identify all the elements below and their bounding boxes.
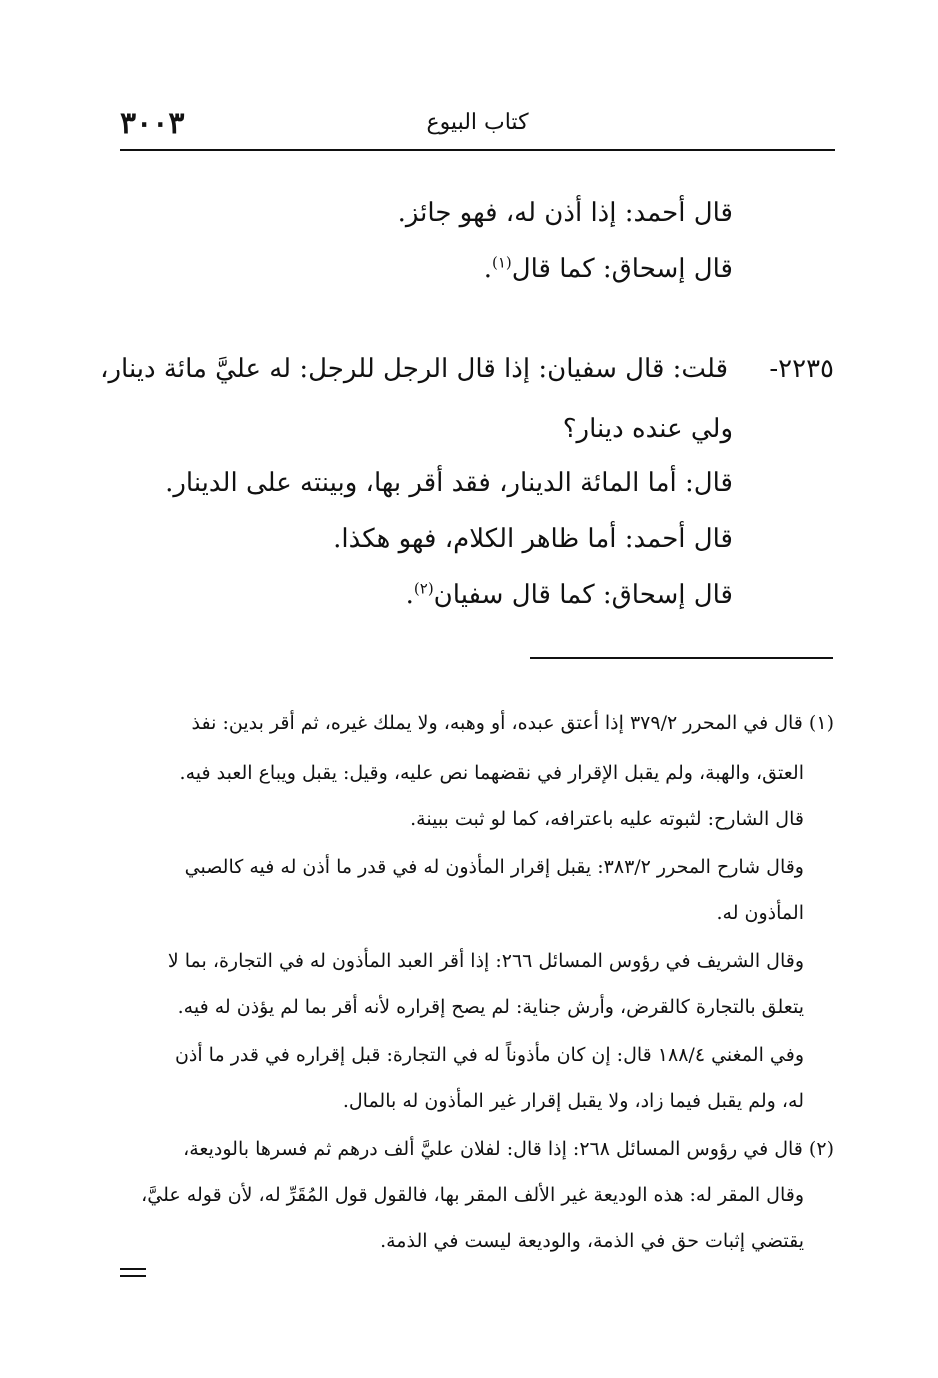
- body-line-text: قال إسحاق: كما قال: [511, 254, 733, 284]
- entry-number: ٢٢٣٥-: [769, 354, 834, 384]
- body-line-end: .: [483, 254, 492, 284]
- header-rule: [120, 149, 835, 151]
- footnote-line: وفي المغني ١٨٨/٤ قال: إن كان مأذوناً له في التجارة: قبل إقراره في قدر ما أذن: [174, 1044, 804, 1066]
- footnote-line: قال الشارح: لثبوته عليه باعترافه، كما لو ثبت ببينة.: [410, 808, 804, 830]
- body-line: قال أحمد: إذا أذن له، فهو جائز.: [397, 198, 733, 228]
- footnote-line: يقتضي إثبات حق في الذمة، والوديعة ليست في الذمة.: [380, 1230, 804, 1252]
- body-line: قلت: قال سفيان: إذا قال الرجل للرجل: له عليَّ مائة دينار،: [100, 354, 728, 384]
- footnote-ref: (١): [491, 253, 512, 272]
- body-line: [484, 254, 733, 284]
- footnote-line: العتق، والهبة، ولم يقبل الإقرار في نقضهما نص عليه، وقيل: يقبل ويباع العبد فيه.: [179, 762, 804, 784]
- footnote-line: وقال شارح المحرر ٣٨٣/٢: يقبل إقرار المأذون له في قدر ما أذن له فيه كالصبي: [184, 856, 804, 878]
- footnote-line: (٢) قال في رؤوس المسائل ٢٦٨: إذا قال: لفلان عليَّ ألف درهم ثم فسرها بالوديعة،: [183, 1138, 834, 1160]
- body-line-end: .: [405, 580, 414, 610]
- body-line: ولي عنده دينار؟: [562, 414, 733, 444]
- body-line-text: قال إسحاق: كما قال سفيان: [433, 580, 733, 610]
- body-line: قال أحمد: أما ظاهر الكلام، فهو هكذا.: [333, 524, 733, 554]
- body-line: [406, 580, 733, 610]
- footnote-line: له، ولم يقبل فيما زاد، ولا يقبل إقرار غير المأذون له بالمال.: [342, 1090, 804, 1112]
- footnote-line: يتعلق بالتجارة كالقرض، وأرش جناية: لم يصح إقراره لأنه أقر بما لم يؤذن له فيه.: [177, 996, 804, 1018]
- body-line: قال: أما المائة الدينار، فقد أقر بها، وبينته على الدينار.: [165, 468, 733, 498]
- continuation-mark: [120, 1268, 146, 1278]
- footnote-line: (١) قال في المحرر ٣٧٩/٢ إذا أعتق عبده، أو وهبه، ولا يملك غيره، ثم أقر بدين: نفذ: [191, 712, 834, 734]
- footnote-ref: (٢): [413, 579, 434, 598]
- book-title: كتاب البيوع: [426, 110, 529, 135]
- page-number: ٣٠٠٣: [120, 106, 185, 141]
- footnote-line: وقال الشريف في رؤوس المسائل ٢٦٦: إذا أقر العبد المأذون له في التجارة، بما لا: [167, 950, 804, 972]
- footnote-separator: [530, 657, 833, 659]
- footnote-line: المأذون له.: [716, 902, 804, 924]
- page-header: [120, 100, 835, 150]
- footnote-line: وقال المقر له: هذه الوديعة غير الألف المقر بها، فالقول قول المُقَرِّ له، لأن قوله عليَّ،: [141, 1184, 804, 1206]
